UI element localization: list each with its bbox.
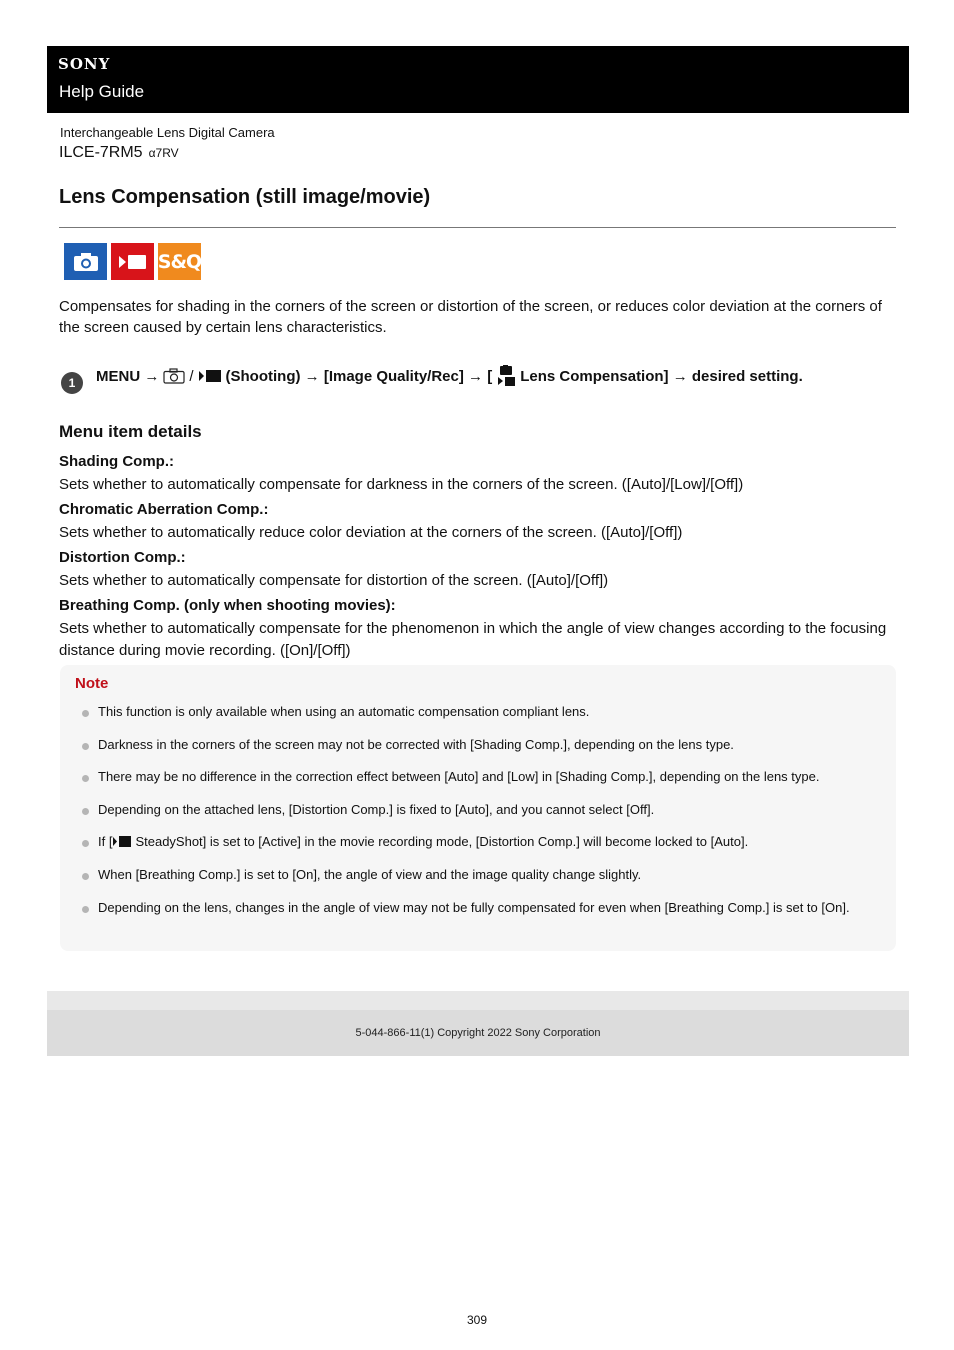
sony-logo: SONY bbox=[58, 55, 111, 73]
help-guide-label[interactable]: Help Guide bbox=[59, 82, 145, 101]
footer bbox=[47, 1010, 909, 1056]
note-item bbox=[82, 833, 882, 851]
detail-desc: Sets whether to automatically reduce color deviation at the corners of the screen. ([Auto]/[Off]) bbox=[59, 524, 683, 541]
page-number: 309 bbox=[466, 1313, 488, 1327]
header-bar bbox=[47, 46, 909, 113]
sq-icon: S&Q bbox=[158, 243, 201, 280]
shooting-path: (Shooting) → [Image Quality/Rec] → [ bbox=[225, 367, 493, 385]
movie-icon bbox=[111, 243, 154, 280]
note-text: SteadyShot] is set to [Active] in the movie recording mode, [Distortion Comp.] will become locked to [Auto]. bbox=[135, 834, 749, 850]
lens-comp-icon bbox=[496, 365, 516, 387]
menu-label: MENU → bbox=[96, 367, 160, 385]
note-item: When [Breathing Comp.] is set to [On], the angle of view and the image quality change slightly. bbox=[82, 866, 882, 884]
detail-term: Shading Comp.: bbox=[59, 453, 174, 470]
note-box bbox=[60, 665, 896, 951]
copyright: 5-044-866-11(1) Copyright 2022 Sony Corporation bbox=[355, 1027, 601, 1039]
footer-band bbox=[47, 991, 909, 1010]
model-alias: α7RV bbox=[148, 146, 179, 160]
note-item: This function is only available when using an automatic compensation compliant lens. bbox=[82, 703, 882, 721]
detail-desc: Sets whether to automatically compensate for darkness in the corners of the screen. ([Auto]/[Low]/[Off]) bbox=[59, 476, 744, 493]
page-title: Lens Compensation (still image/movie) bbox=[59, 186, 431, 208]
note-list bbox=[82, 703, 882, 931]
intro-text: Compensates for shading in the corners of the screen or distortion of the screen, or reduces color deviation at the corners of the screen caused by certain lens characteristics. bbox=[59, 298, 882, 336]
product-category: Interchangeable Lens Digital Camera bbox=[60, 125, 275, 140]
note-prefix: If [ bbox=[98, 834, 113, 850]
detail-term: Distortion Comp.: bbox=[59, 549, 186, 566]
product-model bbox=[59, 144, 179, 162]
step-number: 1 bbox=[61, 372, 83, 394]
still-camera-icon bbox=[64, 243, 107, 280]
camera-outline-icon bbox=[163, 368, 185, 384]
detail-desc: Sets whether to automatically compensate for distortion of the screen. ([Auto]/[Off]) bbox=[59, 572, 609, 589]
section-title: Menu item details bbox=[59, 422, 202, 441]
detail-desc: Sets whether to automatically compensate for the phenomenon in which the angle of view changes according to the focusing distance during movie recording. ([On]/[Off]) bbox=[59, 620, 887, 659]
detail-term: Chromatic Aberration Comp.: bbox=[59, 501, 269, 518]
step-1 bbox=[61, 358, 891, 394]
model-number: ILCE-7RM5 bbox=[59, 144, 143, 161]
menu-item-details bbox=[59, 452, 899, 666]
note-item: Depending on the attached lens, [Distortion Comp.] is fixed to [Auto], and you cannot select [Off]. bbox=[82, 801, 882, 819]
detail-term: Breathing Comp. (only when shooting movies): bbox=[59, 597, 396, 614]
lens-comp-path: Lens Compensation] → desired setting. bbox=[520, 367, 803, 385]
note-item: There may be no difference in the correction effect between [Auto] and [Low] in [Shading Comp.], depending on the lens type. bbox=[82, 768, 882, 786]
note-item: Darkness in the corners of the screen may not be corrected with [Shading Comp.], depending on the lens type. bbox=[82, 736, 882, 754]
mode-icons bbox=[64, 243, 201, 280]
note-title: Note bbox=[75, 675, 109, 692]
movie-small-icon bbox=[198, 369, 222, 383]
movie-small-icon bbox=[112, 835, 132, 848]
note-item: Depending on the lens, changes in the angle of view may not be fully compensated for even when [Breathing Comp.] is set to [On]. bbox=[82, 899, 882, 917]
slash: / bbox=[189, 367, 194, 385]
title-divider bbox=[59, 227, 896, 228]
